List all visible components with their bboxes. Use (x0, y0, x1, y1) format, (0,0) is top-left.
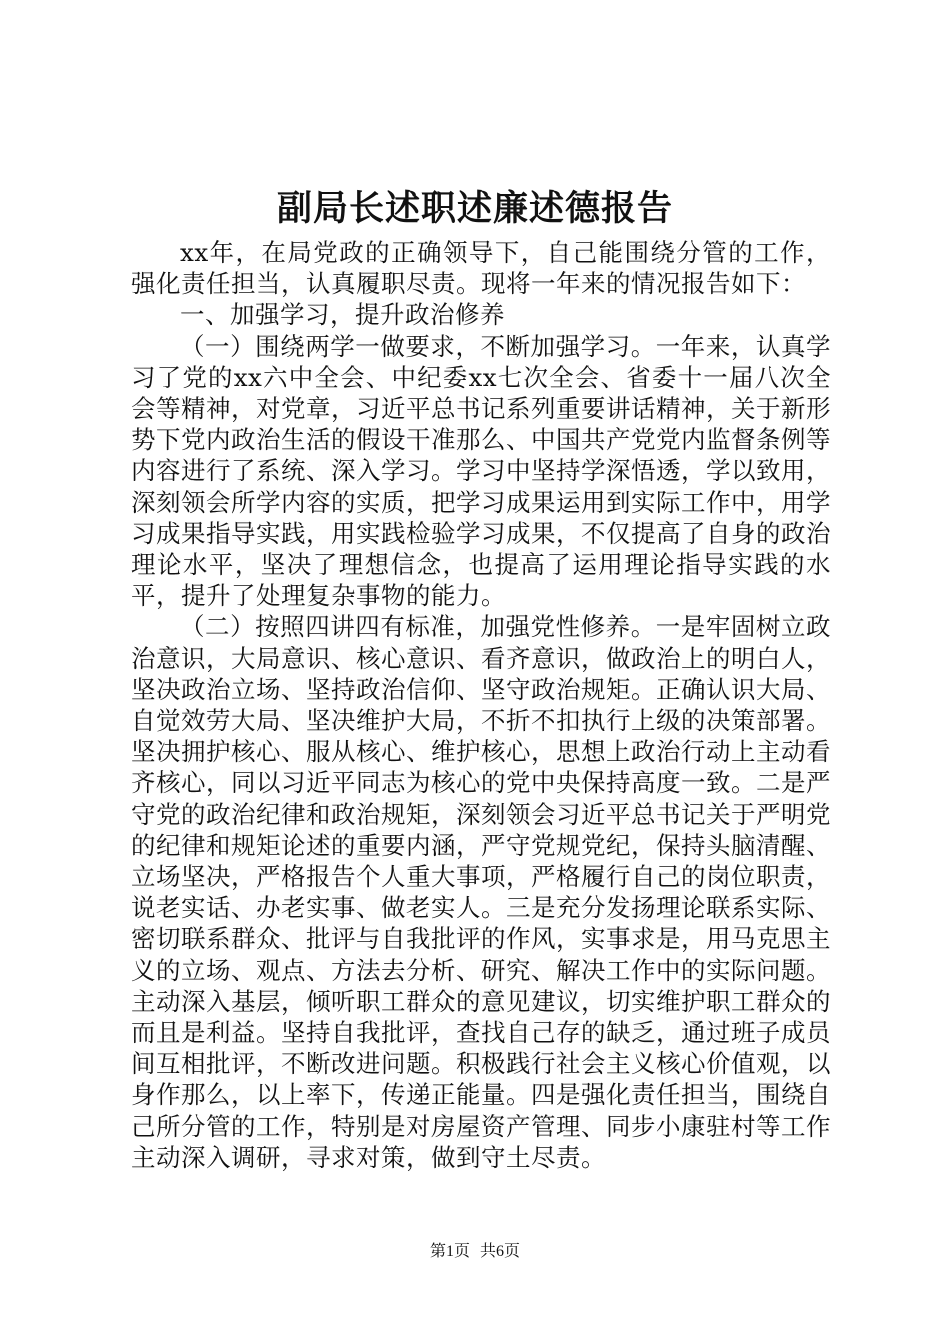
page-total: 共6页 (480, 1243, 521, 1260)
page-footer (0, 1241, 950, 1263)
subsection-paragraph-1: （一）围绕两学一做要求，不断加强学习。一年来，认真学习了党的xx六中全会、中纪委xx七次全会、省委十一届八次全会等精神，对党章，习近平总书记系列重要讲话精神，关于新形势下党内政治生活的假设干准那么、中国共产党党内监督条例等内容进行了系统、深入学习。学习中坚持学深悟透，学以致用，深刻领会所学内容的实质，把学习成果运用到实际工作中，用学习成果指导实践，用实践检验学习成果，不仅提高了自身的政治理论水平，坚决了理想信念，也提高了运用理论指导实践的水平，提升了处理复杂事物的能力。 (131, 331, 831, 611)
page-number: 第1页 (429, 1243, 470, 1260)
section-heading-1: 一、加强学习，提升政治修养 (180, 300, 505, 330)
document-body (131, 237, 831, 1173)
document-title: 副局长述职述廉述德报告 (276, 188, 673, 229)
subsection-paragraph-2: （二）按照四讲四有标准，加强党性修养。一是牢固树立政治意识，大局意识、核心意识、看齐意识，做政治上的明白人，坚决政治立场、坚持政治信仰、坚守政治规矩。正确认识大局、自觉效劳大局、坚决维护大局，不折不扣执行上级的决策部署。坚决拥护核心、服从核心、维护核心，思想上政治行动上主动看齐核心，同以习近平同志为核心的党中央保持高度一致。二是严守党的政治纪律和政治规矩，深刻领会习近平总书记关于严明党的纪律和规矩论述的重要内涵，严守党规党纪，保持头脑清醒、立场坚决，严格报告个人重大事项，严格履行自己的岗位职责，说老实话、办老实事、做老实人。三是充分发扬理论联系实际、密切联系群众、批评与自我批评的作风，实事求是，用马克思主义的立场、观点、方法去分析、研究、解决工作中的实际问题。主动深入基层，倾听职工群众的意见建议，切实维护职工群众的而且是利益。坚持自我批评，查找自己存的缺乏，通过班子成员间互相批评，不断改进问题。积极践行社会主义核心价值观，以身作那么，以上率下，传递正能量。四是强化责任担当，围绕自己所分管的工作，特别是对房屋资产管理、同步小康驻村等工作主动深入调研，寻求对策，做到守土尽责。 (131, 612, 831, 1172)
intro-paragraph: xx年，在局党政的正确领导下，自己能围绕分管的工作，强化责任担当，认真履职尽责。现将一年来的情况报告如下： (131, 238, 831, 299)
